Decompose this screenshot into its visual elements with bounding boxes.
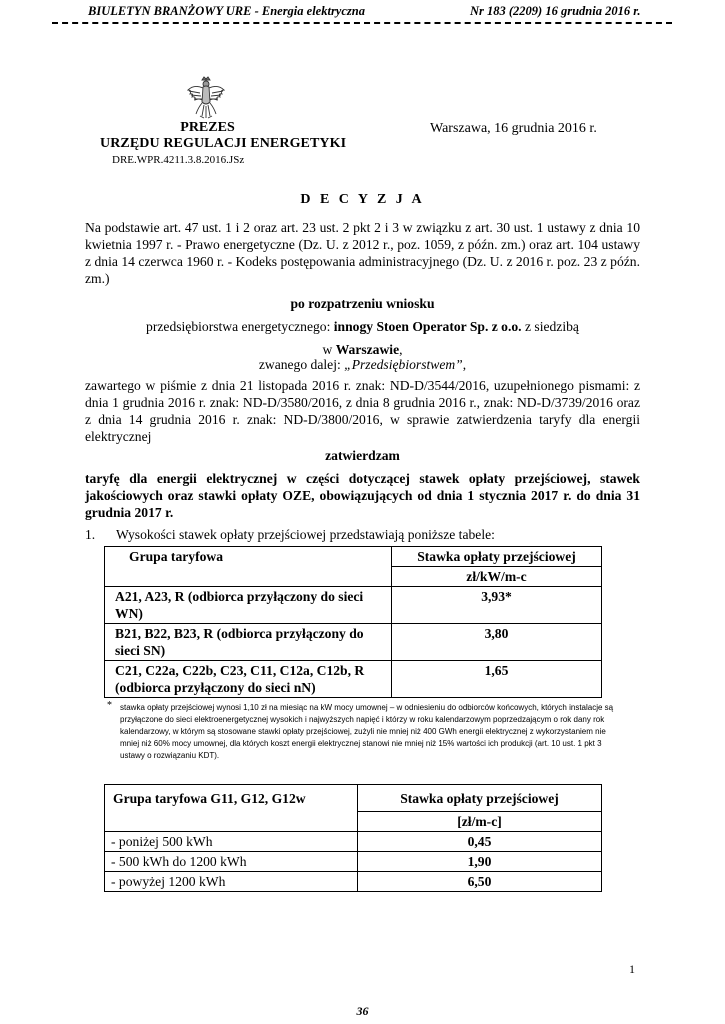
page-number: 1 (629, 962, 635, 976)
eagle-emblem-icon (186, 76, 226, 120)
table-header-rate: Stawka opłaty przejściowej (392, 547, 602, 567)
table-row (105, 587, 602, 624)
rate-cell: 1,65 (392, 661, 602, 698)
bulletin-page-number: 36 (356, 1004, 369, 1018)
decision-date: Warszawa, 16 grudnia 2016 r. (430, 121, 597, 136)
rate-cell: 3,80 (392, 624, 602, 661)
authority-title: PREZES (180, 120, 235, 135)
company-city: Warszawie (335, 342, 400, 357)
approve-heading: zatwierdzam (325, 448, 400, 463)
company-suffix: z siedzibą (521, 319, 579, 334)
table-header-row (105, 547, 602, 567)
bulletin-issue: Nr 183 (2209) 16 grudnia 2016 r. (470, 4, 641, 18)
rate-cell: 6,50 (358, 872, 602, 892)
tariff-group-cell: B21, B22, B23, R (odbiorca przyłączony do sieci SN) (105, 624, 392, 661)
bulletin-title: BIULETYN BRANŻOWY URE - Energia elektryczna (88, 4, 365, 18)
table-header-row (105, 785, 602, 812)
decision-text: taryfę dla energii elektrycznej w części dotyczącej stawek opłaty przejściowej, stawek jakościowych oraz stawki opłaty OZE, obowiązujących od dnia 1 stycznia 2017 r. do dnia 31 grudnia 2017 r. (85, 471, 640, 520)
rate-cell: 3,93* (392, 587, 602, 624)
point-1-number: 1. (85, 527, 96, 542)
table-header-group: Grupa taryfowa (105, 547, 392, 587)
city-suffix: , (399, 342, 403, 357)
company-name: innogy Stoen Operator Sp. z o.o. (333, 319, 522, 334)
table-row (105, 661, 602, 698)
company-alias: „Przedsiębiorstwem” (344, 357, 463, 372)
authority-name: URZĘDU REGULACJI ENERGETYKI (100, 136, 347, 151)
company-prefix: przedsiębiorstwa energetycznego: (146, 319, 334, 334)
alias-suffix: , (462, 357, 467, 372)
company-line (85, 318, 640, 335)
after-review-heading: po rozpatrzeniu wniosku (290, 296, 435, 311)
consumption-range-cell: - powyżej 1200 kWh (105, 872, 358, 892)
table-unit: [zł/m-c] (358, 812, 602, 832)
table-header-group: Grupa taryfowa G11, G12, G12w (105, 785, 358, 832)
company-alias-line (85, 356, 640, 373)
table-row (105, 852, 602, 872)
legal-basis: Na podstawie art. 47 ust. 1 i 2 oraz art. 23 ust. 2 pkt 2 i 3 w związku z art. 30 ust. 1 ustawy z dnia 10 kwietnia 1997 r. - Prawo energetyczne (Dz. U. z 2012 r., poz. 1059, z późn. zm.) oraz art. 104 ustawy z dnia 14 czerwca 1960 r. - Kodeks postępowania administracyjnego (Dz. U. z 2016 r. poz. 23 z późn. zm.) (85, 220, 640, 286)
footnote-text: stawka opłaty przejściowej wynosi 1,10 zł na miesiąc na kW mocy umownej – w odniesieniu do odbiorców końcowych, których instalacje są przyłączone do sieci elektroenergetycznej wysokich i najwyższych napięć i którzy w roku kalendarzowym poprzedzającym o rok dany rok kalendarzowy, w którym są stosowane stawki opłaty przejściowej, zużyli nie mniej niż 400 GWh energii elektrycznej z wykorzystaniem nie mniej niż 60% mocy umownej, dla których koszt energii elektrycznej stanowi nie mniej niż 15% wartości ich produkcji (art. 10 ust. 1 pkt 3 ustawy o rozwiązaniu KDT). (120, 703, 614, 760)
tariff-group-cell: C21, C22a, C22b, C23, C11, C12a, C12b, R (odbiorca przyłączony do sieci nN) (105, 661, 392, 698)
application-letter: zawartego w piśmie z dnia 21 listopada 2016 r. znak: ND-D/3544/2016, uzupełnionego pismami: z dnia 1 grudnia 2016 r. znak: ND-D/3580/2016, z dnia 8 grudnia 2016 r., znak: ND-D/3739/2016 oraz z dnia 14 grudnia 2016 r. znak: ND-D/3800/2016, w sprawie zatwierdzenia taryfy dla energii elektrycznej (85, 378, 640, 444)
tariff-group-cell: A21, A23, R (odbiorca przyłączony do sieci WN) (105, 587, 392, 624)
table-row (105, 624, 602, 661)
point-1-text: Wysokości stawek opłaty przejściowej przedstawiają poniższe tabele: (116, 527, 495, 542)
table-row (105, 832, 602, 852)
city-prefix: w (322, 342, 336, 357)
document-title: D E C Y Z J A (300, 192, 425, 207)
consumption-range-cell: - poniżej 500 kWh (105, 832, 358, 852)
table-unit: zł/kW/m-c (392, 567, 602, 587)
alias-prefix: zwanego dalej: (258, 357, 345, 372)
table-header-rate: Stawka opłaty przejściowej (358, 785, 602, 812)
rate-cell: 1,90 (358, 852, 602, 872)
transition-fee-table-2 (104, 784, 602, 892)
table-row (105, 872, 602, 892)
header-divider (52, 22, 672, 24)
consumption-range-cell: - 500 kWh do 1200 kWh (105, 852, 358, 872)
transition-fee-table-1 (104, 546, 602, 698)
rate-cell: 0,45 (358, 832, 602, 852)
case-signature: DRE.WPR.4211.3.8.2016.JSz (112, 154, 245, 166)
footnote-mark: * (107, 700, 112, 711)
